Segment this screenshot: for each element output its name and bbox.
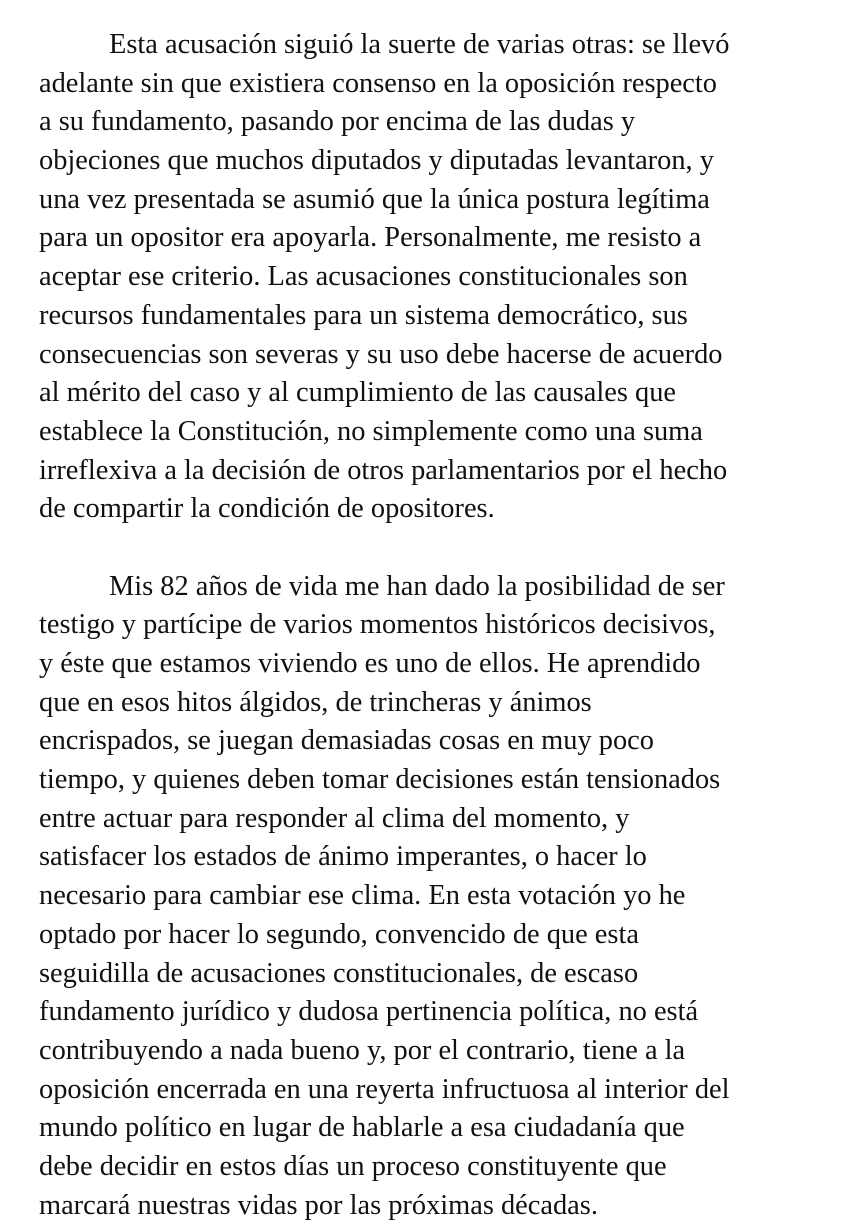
text-line: una vez presentada se asumió que la única postura legítima [39,183,710,215]
text-line: para un opositor era apoyarla. Personalmente, me resisto a [39,222,702,254]
text-line: mundo político en lugar de hablarle a esa ciudadanía que [39,1112,685,1144]
paragraph-1 [39,26,843,529]
text-line: establece la Constitución, no simplemente como una suma [39,415,703,447]
text-line: consecuencias son severas y su uso debe hacerse de acuerdo [39,338,723,370]
text-line: debe decidir en estos días un proceso constituyente que [39,1150,667,1182]
text-line: satisfacer los estados de ánimo imperantes, o hacer lo [39,841,647,873]
text-line: contribuyendo a nada bueno y, por el contrario, tiene a la [39,1034,686,1066]
text-line: fundamento jurídico y dudosa pertinencia política, no está [39,996,699,1028]
text-line: recursos fundamentales para un sistema democrático, sus [39,299,688,331]
text-line: irreflexiva a la decisión de otros parlamentarios por el hecho [39,454,728,486]
text-line: testigo y partícipe de varios momentos históricos decisivos, [39,609,716,641]
text-line: entre actuar para responder al clima del momento, y [39,802,630,834]
text-line: al mérito del caso y al cumplimiento de las causales que [39,377,677,409]
text-line: de compartir la condición de opositores. [39,493,495,525]
text-line: seguidilla de acusaciones constitucionales, de escaso [39,957,639,989]
text-line: adelante sin que existiera consenso en la oposición respecto [39,67,717,99]
text-line: aceptar ese criterio. Las acusaciones constitucionales son [39,261,688,293]
text-line: y éste que estamos viviendo es uno de ellos. He aprendido [39,648,701,679]
text-line: Mis 82 años de vida me han dado la posibilidad de ser [109,570,725,602]
text-line: oposición encerrada en una reyerta infructuosa al interior del [39,1073,730,1105]
paragraph-2 [39,568,843,1225]
text-line: tiempo, y quienes deben tomar decisiones están tensionados [39,764,721,796]
text-line: objeciones que muchos diputados y diputadas levantaron, y [39,145,714,177]
text-line: optado por hacer lo segundo, convencido de que esta [39,918,639,950]
text-line: que en esos hitos álgidos, de trincheras y ánimos [39,686,592,718]
text-line: necesario para cambiar ese clima. En esta votación yo he [39,880,686,912]
text-line: encrispados, se juegan demasiadas cosas en muy poco [39,725,654,757]
text-line: marcará nuestras vidas por las próximas décadas. [39,1189,598,1221]
text-line: a su fundamento, pasando por encima de las dudas y [39,106,636,138]
text-line: Esta acusación siguió la suerte de varias otras: se llevó [109,29,730,60]
